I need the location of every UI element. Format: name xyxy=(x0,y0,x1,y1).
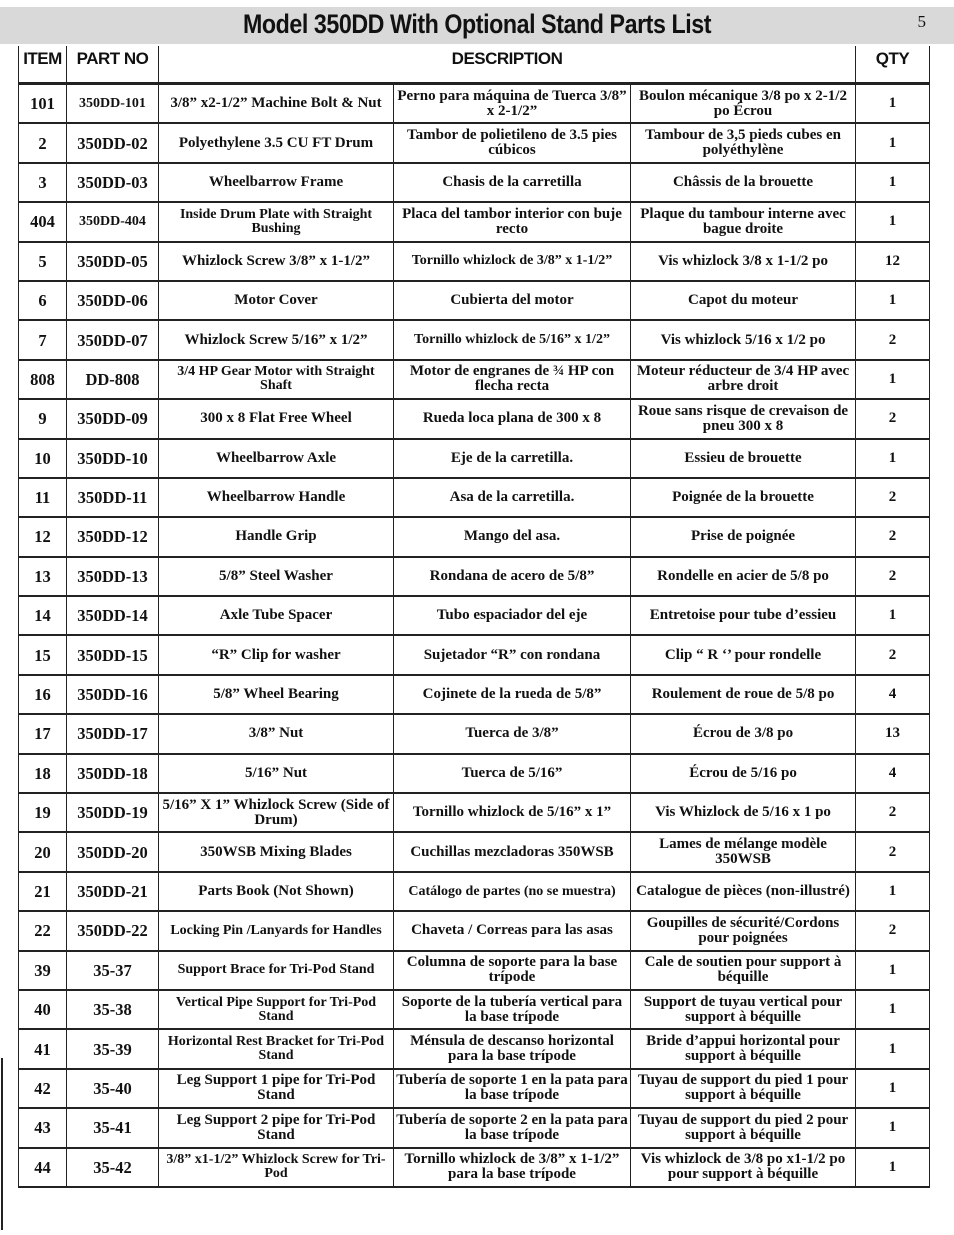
table-row xyxy=(19,951,930,990)
part-number-cell: 350DD-03 xyxy=(67,163,159,202)
item-cell: 13 xyxy=(19,557,67,596)
table-row xyxy=(19,911,930,950)
description-spanish-cell: Tubería de soporte 2 en la pata para la base trípode xyxy=(394,1108,631,1147)
header-qty: QTY xyxy=(856,46,930,84)
description-french-cell: Écrou de 5/16 po xyxy=(631,754,856,793)
part-number-cell: 350DD-101 xyxy=(67,84,159,124)
part-number-cell: DD-808 xyxy=(67,360,159,399)
description-english-cell: Motor Cover xyxy=(159,281,394,320)
table-row xyxy=(19,84,930,124)
part-number-cell: 350DD-22 xyxy=(67,911,159,950)
part-number-cell: 35-39 xyxy=(67,1029,159,1068)
part-number-cell: 350DD-19 xyxy=(67,793,159,832)
table-row xyxy=(19,517,930,556)
part-number-cell: 350DD-15 xyxy=(67,635,159,674)
table-row xyxy=(19,281,930,320)
table-body xyxy=(19,84,930,1187)
qty-cell: 2 xyxy=(856,399,930,438)
qty-cell: 1 xyxy=(856,281,930,320)
description-english-cell: 5/16” X 1” Whizlock Screw (Side of Drum) xyxy=(159,793,394,832)
description-english-cell: 300 x 8 Flat Free Wheel xyxy=(159,399,394,438)
description-french-cell: Catalogue de pièces (non-illustré) xyxy=(631,872,856,911)
item-cell: 101 xyxy=(19,84,67,124)
description-spanish-cell: Tornillo whizlock de 5/16” x 1/2” xyxy=(394,320,631,359)
qty-cell: 2 xyxy=(856,793,930,832)
table-row xyxy=(19,242,930,281)
description-spanish-cell: Columna de soporte para la base trípode xyxy=(394,951,631,990)
item-cell: 20 xyxy=(19,832,67,871)
qty-cell: 2 xyxy=(856,635,930,674)
table-row xyxy=(19,990,930,1029)
description-spanish-cell: Soporte de la tubería vertical para la base trípode xyxy=(394,990,631,1029)
item-cell: 5 xyxy=(19,242,67,281)
qty-cell: 1 xyxy=(856,1148,930,1187)
item-cell: 44 xyxy=(19,1148,67,1187)
description-french-cell: Capot du moteur xyxy=(631,281,856,320)
part-number-cell: 350DD-12 xyxy=(67,517,159,556)
table-row xyxy=(19,832,930,871)
qty-cell: 2 xyxy=(856,911,930,950)
part-number-cell: 350DD-14 xyxy=(67,596,159,635)
part-number-cell: 350DD-16 xyxy=(67,675,159,714)
item-cell: 2 xyxy=(19,123,67,162)
part-number-cell: 350DD-18 xyxy=(67,754,159,793)
description-english-cell: Parts Book (Not Shown) xyxy=(159,872,394,911)
qty-cell: 1 xyxy=(856,202,930,241)
description-spanish-cell: Tubería de soporte 1 en la pata para la base trípode xyxy=(394,1069,631,1108)
table-row xyxy=(19,123,930,162)
description-spanish-cell: Tornillo whizlock de 5/16” x 1” xyxy=(394,793,631,832)
description-spanish-cell: Placa del tambor interior con buje recto xyxy=(394,202,631,241)
description-spanish-cell: Mango del asa. xyxy=(394,517,631,556)
item-cell: 42 xyxy=(19,1069,67,1108)
description-french-cell: Tambour de 3,5 pieds cubes en polyéthylène xyxy=(631,123,856,162)
description-spanish-cell: Tubo espaciador del eje xyxy=(394,596,631,635)
item-cell: 16 xyxy=(19,675,67,714)
description-french-cell: Goupilles de sécurité/Cordons pour poignées xyxy=(631,911,856,950)
item-cell: 7 xyxy=(19,320,67,359)
description-french-cell: Support de tuyau vertical pour support à béquille xyxy=(631,990,856,1029)
qty-cell: 1 xyxy=(856,1069,930,1108)
description-english-cell: 3/8” x1-1/2” Whizlock Screw for Tri-Pod xyxy=(159,1148,394,1187)
description-english-cell: Leg Support 2 pipe for Tri-Pod Stand xyxy=(159,1108,394,1147)
table-row xyxy=(19,754,930,793)
description-english-cell: 3/8” Nut xyxy=(159,714,394,753)
description-english-cell: 5/8” Steel Washer xyxy=(159,557,394,596)
qty-cell: 1 xyxy=(856,596,930,635)
header-description: DESCRIPTION xyxy=(159,46,856,84)
item-cell: 808 xyxy=(19,360,67,399)
description-french-cell: Roulement de roue de 5/8 po xyxy=(631,675,856,714)
description-spanish-cell: Sujetador “R” con rondana xyxy=(394,635,631,674)
qty-cell: 1 xyxy=(856,1108,930,1147)
item-cell: 21 xyxy=(19,872,67,911)
qty-cell: 12 xyxy=(856,242,930,281)
table-row xyxy=(19,360,930,399)
table-row xyxy=(19,202,930,241)
description-french-cell: Clip “ R ‘’ pour rondelle xyxy=(631,635,856,674)
page-title: Model 350DD With Optional Stand Parts List xyxy=(242,9,712,39)
description-french-cell: Lames de mélange modèle 350WSB xyxy=(631,832,856,871)
qty-cell: 1 xyxy=(856,163,930,202)
part-number-cell: 350DD-06 xyxy=(67,281,159,320)
table-row xyxy=(19,399,930,438)
part-number-cell: 35-37 xyxy=(67,951,159,990)
table-row xyxy=(19,439,930,478)
qty-cell: 1 xyxy=(856,1029,930,1068)
description-spanish-cell: Motor de engranes de ¾ HP con flecha recta xyxy=(394,360,631,399)
description-spanish-cell: Eje de la carretilla. xyxy=(394,439,631,478)
part-number-cell: 350DD-21 xyxy=(67,872,159,911)
description-french-cell: Vis Whizlock de 5/16 x 1 po xyxy=(631,793,856,832)
table-row xyxy=(19,557,930,596)
description-english-cell: Inside Drum Plate with Straight Bushing xyxy=(159,202,394,241)
description-french-cell: Boulon mécanique 3/8 po x 2-1/2 po Écrou xyxy=(631,84,856,124)
item-cell: 11 xyxy=(19,478,67,517)
item-cell: 6 xyxy=(19,281,67,320)
item-cell: 17 xyxy=(19,714,67,753)
description-english-cell: Axle Tube Spacer xyxy=(159,596,394,635)
qty-cell: 2 xyxy=(856,478,930,517)
description-french-cell: Essieu de brouette xyxy=(631,439,856,478)
item-cell: 404 xyxy=(19,202,67,241)
description-french-cell: Tuyau de support du pied 2 pour support à béquille xyxy=(631,1108,856,1147)
item-cell: 19 xyxy=(19,793,67,832)
description-spanish-cell: Tuerca de 5/16” xyxy=(394,754,631,793)
qty-cell: 1 xyxy=(856,990,930,1029)
description-spanish-cell: Catálogo de partes (no se muestra) xyxy=(394,872,631,911)
description-spanish-cell: Asa de la carretilla. xyxy=(394,478,631,517)
description-french-cell: Tuyau de support du pied 1 pour support à béquille xyxy=(631,1069,856,1108)
qty-cell: 1 xyxy=(856,872,930,911)
description-spanish-cell: Rondana de acero de 5/8” xyxy=(394,557,631,596)
item-cell: 41 xyxy=(19,1029,67,1068)
table-row xyxy=(19,1029,930,1068)
part-number-cell: 350DD-17 xyxy=(67,714,159,753)
item-cell: 9 xyxy=(19,399,67,438)
description-english-cell: 5/8” Wheel Bearing xyxy=(159,675,394,714)
item-cell: 22 xyxy=(19,911,67,950)
description-spanish-cell: Cuchillas mezcladoras 350WSB xyxy=(394,832,631,871)
title-bar xyxy=(0,7,954,44)
description-french-cell: Entretoise pour tube d’essieu xyxy=(631,596,856,635)
description-spanish-cell: Ménsula de descanso horizontal para la base trípode xyxy=(394,1029,631,1068)
qty-cell: 13 xyxy=(856,714,930,753)
table-row xyxy=(19,596,930,635)
qty-cell: 1 xyxy=(856,439,930,478)
item-cell: 14 xyxy=(19,596,67,635)
table-row xyxy=(19,1108,930,1147)
part-number-cell: 35-40 xyxy=(67,1069,159,1108)
description-spanish-cell: Tuerca de 3/8” xyxy=(394,714,631,753)
part-number-cell: 35-38 xyxy=(67,990,159,1029)
description-english-cell: Wheelbarrow Axle xyxy=(159,439,394,478)
qty-cell: 1 xyxy=(856,84,930,124)
description-french-cell: Moteur réducteur de 3/4 HP avec arbre droit xyxy=(631,360,856,399)
description-english-cell: Vertical Pipe Support for Tri-Pod Stand xyxy=(159,990,394,1029)
margin-rule xyxy=(1,1058,3,1230)
description-english-cell: Locking Pin /Lanyards for Handles xyxy=(159,911,394,950)
table-row xyxy=(19,1148,930,1187)
description-spanish-cell: Tambor de polietileno de 3.5 pies cúbicos xyxy=(394,123,631,162)
part-number-cell: 350DD-07 xyxy=(67,320,159,359)
description-english-cell: Horizontal Rest Bracket for Tri-Pod Stand xyxy=(159,1029,394,1068)
description-english-cell: Wheelbarrow Handle xyxy=(159,478,394,517)
qty-cell: 1 xyxy=(856,360,930,399)
page-number: 5 xyxy=(917,12,926,31)
table-header-row xyxy=(19,46,930,84)
part-number-cell: 350DD-10 xyxy=(67,439,159,478)
description-french-cell: Rondelle en acier de 5/8 po xyxy=(631,557,856,596)
qty-cell: 4 xyxy=(856,675,930,714)
description-french-cell: Plaque du tambour interne avec bague droite xyxy=(631,202,856,241)
description-spanish-cell: Tornillo whizlock de 3/8” x 1-1/2” xyxy=(394,242,631,281)
description-french-cell: Vis whizlock 5/16 x 1/2 po xyxy=(631,320,856,359)
table-row xyxy=(19,635,930,674)
qty-cell: 2 xyxy=(856,320,930,359)
description-spanish-cell: Cojinete de la rueda de 5/8” xyxy=(394,675,631,714)
description-english-cell: 350WSB Mixing Blades xyxy=(159,832,394,871)
description-english-cell: Whizlock Screw 3/8” x 1-1/2” xyxy=(159,242,394,281)
description-spanish-cell: Cubierta del motor xyxy=(394,281,631,320)
description-spanish-cell: Chaveta / Correas para las asas xyxy=(394,911,631,950)
description-french-cell: Cale de soutien pour support à béquille xyxy=(631,951,856,990)
qty-cell: 2 xyxy=(856,517,930,556)
part-number-cell: 350DD-404 xyxy=(67,202,159,241)
qty-cell: 1 xyxy=(856,123,930,162)
part-number-cell: 35-41 xyxy=(67,1108,159,1147)
description-french-cell: Poignée de la brouette xyxy=(631,478,856,517)
description-english-cell: Handle Grip xyxy=(159,517,394,556)
description-spanish-cell: Tornillo whizlock de 3/8” x 1-1/2” para la base trípode xyxy=(394,1148,631,1187)
item-cell: 43 xyxy=(19,1108,67,1147)
part-number-cell: 350DD-09 xyxy=(67,399,159,438)
part-number-cell: 35-42 xyxy=(67,1148,159,1187)
header-part-no: PART NO xyxy=(67,46,159,84)
description-spanish-cell: Rueda loca plana de 300 x 8 xyxy=(394,399,631,438)
description-french-cell: Bride d’appui horizontal pour support à béquille xyxy=(631,1029,856,1068)
description-english-cell: Wheelbarrow Frame xyxy=(159,163,394,202)
description-english-cell: Whizlock Screw 5/16” x 1/2” xyxy=(159,320,394,359)
description-french-cell: Roue sans risque de crevaison de pneu 300 x 8 xyxy=(631,399,856,438)
table-row xyxy=(19,714,930,753)
description-english-cell: Support Brace for Tri-Pod Stand xyxy=(159,951,394,990)
item-cell: 3 xyxy=(19,163,67,202)
part-number-cell: 350DD-11 xyxy=(67,478,159,517)
table-row xyxy=(19,793,930,832)
item-cell: 18 xyxy=(19,754,67,793)
description-english-cell: Polyethylene 3.5 CU FT Drum xyxy=(159,123,394,162)
part-number-cell: 350DD-13 xyxy=(67,557,159,596)
item-cell: 12 xyxy=(19,517,67,556)
item-cell: 40 xyxy=(19,990,67,1029)
description-english-cell: 3/8” x2-1/2” Machine Bolt & Nut xyxy=(159,84,394,124)
table-row xyxy=(19,675,930,714)
item-cell: 39 xyxy=(19,951,67,990)
description-english-cell: Leg Support 1 pipe for Tri-Pod Stand xyxy=(159,1069,394,1108)
item-cell: 15 xyxy=(19,635,67,674)
table-row xyxy=(19,163,930,202)
table-row xyxy=(19,320,930,359)
description-english-cell: 3/4 HP Gear Motor with Straight Shaft xyxy=(159,360,394,399)
part-number-cell: 350DD-20 xyxy=(67,832,159,871)
item-cell: 10 xyxy=(19,439,67,478)
table-row xyxy=(19,872,930,911)
description-french-cell: Châssis de la brouette xyxy=(631,163,856,202)
parts-table xyxy=(18,46,930,1188)
qty-cell: 4 xyxy=(856,754,930,793)
description-french-cell: Écrou de 3/8 po xyxy=(631,714,856,753)
description-english-cell: “R” Clip for washer xyxy=(159,635,394,674)
description-spanish-cell: Perno para máquina de Tuerca 3/8” x 2-1/2” xyxy=(394,84,631,124)
part-number-cell: 350DD-02 xyxy=(67,123,159,162)
qty-cell: 2 xyxy=(856,832,930,871)
description-french-cell: Prise de poignée xyxy=(631,517,856,556)
qty-cell: 2 xyxy=(856,557,930,596)
part-number-cell: 350DD-05 xyxy=(67,242,159,281)
header-item: ITEM xyxy=(19,46,67,84)
description-spanish-cell: Chasis de la carretilla xyxy=(394,163,631,202)
table-row xyxy=(19,1069,930,1108)
table-row xyxy=(19,478,930,517)
description-french-cell: Vis whizlock 3/8 x 1-1/2 po xyxy=(631,242,856,281)
description-french-cell: Vis whizlock de 3/8 po x1-1/2 po pour support à béquille xyxy=(631,1148,856,1187)
qty-cell: 1 xyxy=(856,951,930,990)
description-english-cell: 5/16” Nut xyxy=(159,754,394,793)
